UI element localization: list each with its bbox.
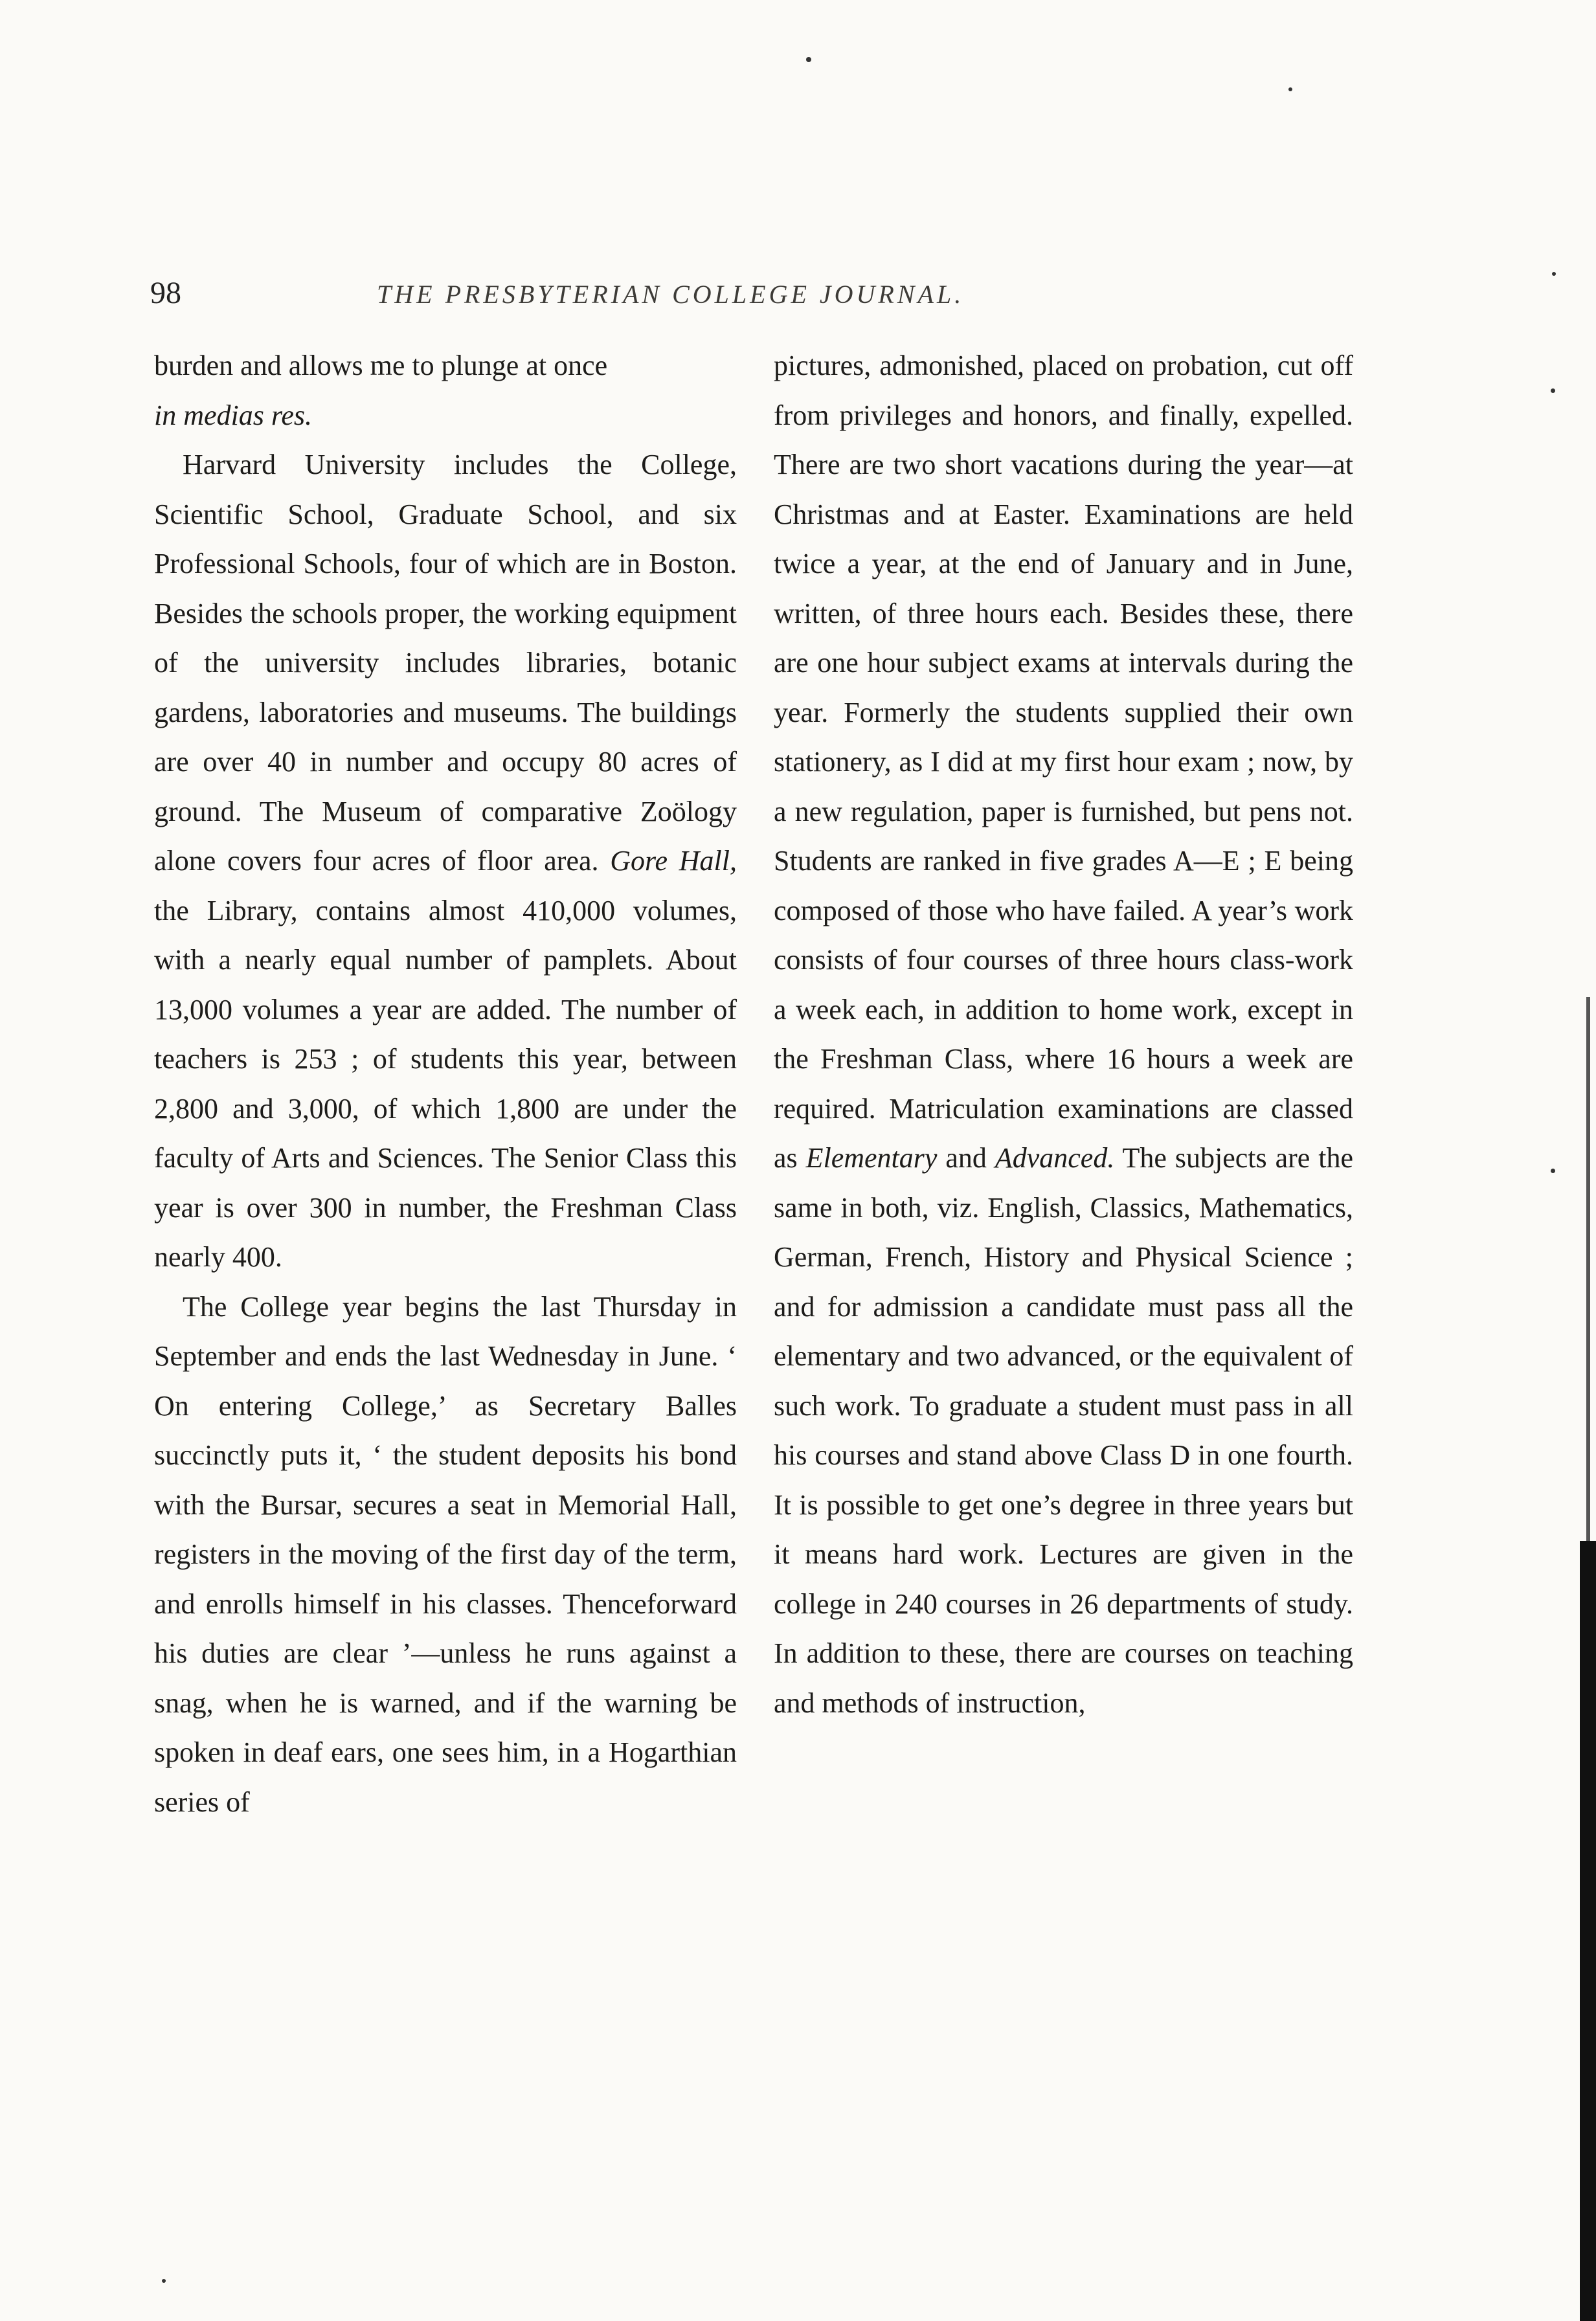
page-edge-shadow (1580, 1541, 1596, 2321)
left-paragraph-3 (154, 1283, 737, 1828)
left-column (154, 341, 737, 1827)
right-p1-part2: The subjects are the same in both, viz. English, Classics, Mathematics, German, French, History and Physical Science ; and for admission a candidate must pass all the elementary and two advanced, or the equivalent of such work. To graduate a student must pass in all his courses and stand above Class D in one fourth. It is possible to get one’s degree in three years but it means hard work. Lectures are given in the college in 240 courses in 26 departments of study. In addition to these, there are courses on teaching and methods of instruction, (774, 1142, 1353, 1719)
right-column (774, 341, 1353, 1728)
and-text: and (937, 1142, 995, 1174)
left-p2-text: Harvard University includes the College, Scientific School, Graduate School, and six Professional Schools, four of which are in Boston. Besides the schools proper, the working equipment of the university includes libraries, botanic gardens, laboratories and museums. The buildings are over 40 in number and occupy 80 acres of ground. The Museum of comparative Zoölogy alone covers four acres of floor area. (154, 449, 737, 877)
right-p1-part1: pictures, admonished, placed on probation, cut off from privileges and honors, and finally, expelled. There are two short vacations during the year—at Christmas and at Easter. Examinations are held twice a year, at the end of January and in June, written, of three hours each. Besides these, there are one hour subject exams at intervals during the year. Formerly the students supplied their own stationery, as I did at my first hour exam ; now, by a new regulation, paper is furnished, but pens not. Students are ranked in five grades A—E ; E being composed of those who have failed. A year’s work consists of four courses of three hours class-work a week each, in addition to home work, except in the Freshman Class, where 16 hours a week are required. Matriculation examinations are classed as (774, 350, 1353, 1174)
ink-speck (1551, 1169, 1555, 1173)
running-title: THE PRESBYTERIAN COLLEGE JOURNAL. (377, 280, 965, 309)
left-paragraph-1 (154, 341, 737, 440)
page-header (150, 275, 1380, 327)
page-edge-line (1586, 997, 1590, 1541)
left-p2-after-gore: the Library, contains almost 410,000 volumes, with a nearly equal number of pamplets. About 13,000 volumes a year are added. The number of teachers is 253 ; of students this year, between 2,800 and 3,000, of which 1,800 are under the faculty of Arts and Sciences. The Senior Class this year is over 300 in number, the Freshman Class nearly 400. (154, 894, 737, 1273)
right-paragraph-1 (774, 341, 1353, 1728)
ink-speck (806, 57, 811, 62)
left-p3-text: The College year begins the last Thursday in September and ends the last Wednesday in June. ‘ On entering College,’ as Secretary Balles succinctly puts it, ‘ the student deposits his bond with the Bursar, secures a seat in Memorial Hall, registers in the moving of the first day of the term, and enrolls himself in his classes. Thenceforward his duties are clear ’—unless he runs against a snag, when he is warned, and if the warning be spoken in deaf ears, one sees him, in a Hogarthian series of (154, 1290, 737, 1818)
gore-hall-text: Gore Hall, (610, 845, 737, 877)
ink-speck (1288, 87, 1292, 91)
ink-speck (162, 2279, 166, 2283)
left-p1-line2: in medias res. (154, 399, 313, 431)
elementary-text: Elementary (805, 1142, 938, 1174)
page-number: 98 (150, 276, 181, 310)
ink-speck (1551, 388, 1555, 393)
ink-speck (1552, 272, 1556, 276)
left-paragraph-2 (154, 440, 737, 1283)
advanced-text: Advanced. (995, 1142, 1115, 1174)
left-p1-line1: burden and allows me to plunge at once (154, 350, 608, 381)
